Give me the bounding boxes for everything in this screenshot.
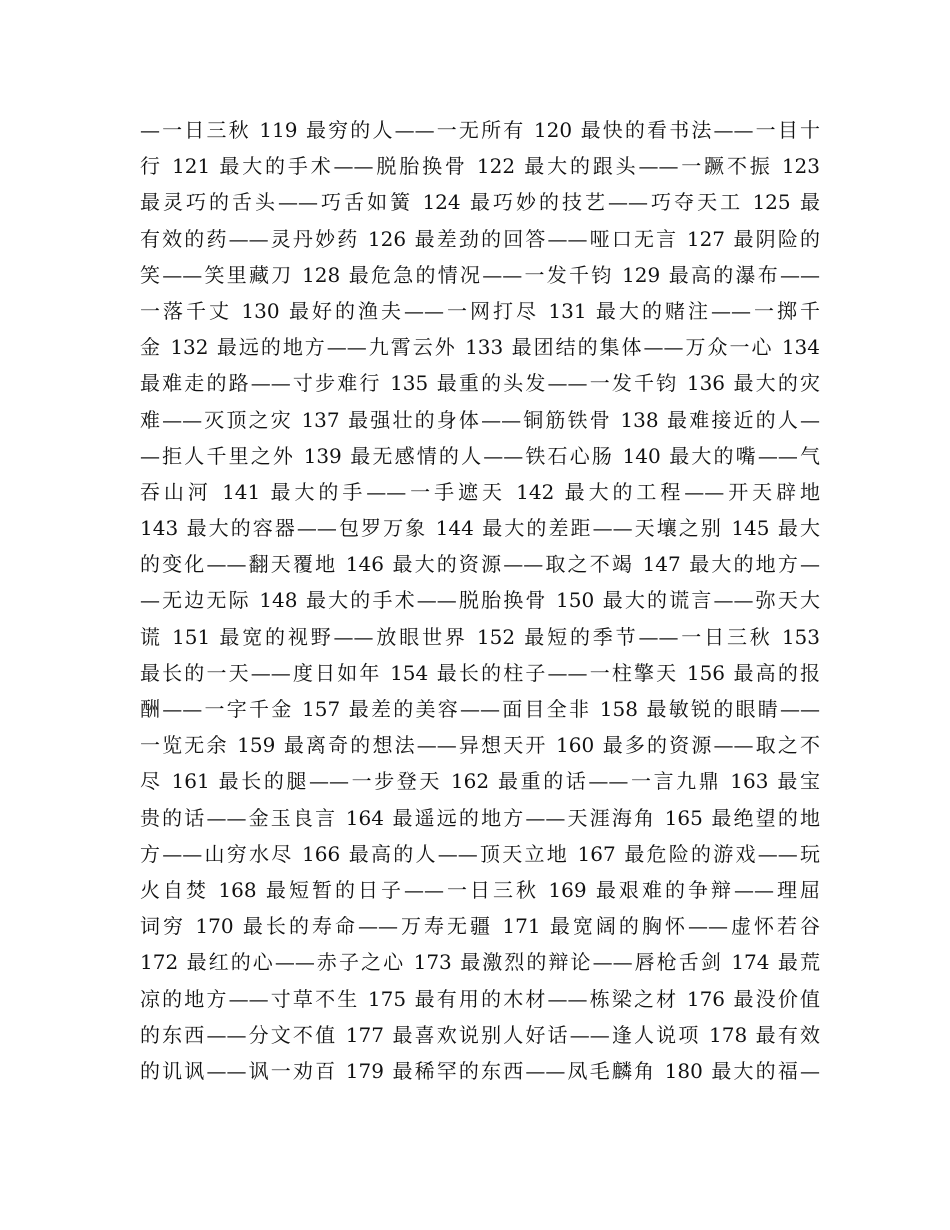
text-line: 笑——笑里藏刀 128 最危急的情况——一发千钧 129 最高的瀑布——: [140, 262, 820, 287]
text-line: —一日三秋 119 最穷的人——一无所有 120 最快的看书法——一目十: [140, 118, 820, 142]
text-line: 火自焚 168 最短暂的日子——一日三秋 169 最艰难的争辩——理屈: [140, 877, 820, 902]
text-line: 143 最大的容器——包罗万象 144 最大的差距——天壤之别 145 最大: [140, 516, 820, 541]
text-line: 尽 161 最长的腿——一步登天 162 最重的话——一言九鼎 163 最宝: [140, 769, 820, 794]
text-line: 行 121 最大的手术——脱胎换骨 122 最大的跟头——一蹶不振 123: [140, 154, 820, 179]
text-line: 方——山穷水尽 166 最高的人——顶天立地 167 最危险的游戏——玩: [140, 841, 820, 866]
text-line: 最灵巧的舌头——巧舌如簧 124 最巧妙的技艺——巧夺天工 125 最: [140, 190, 820, 215]
text-line: 难——灭顶之灾 137 最强壮的身体——铜筋铁骨 138 最难接近的人—: [140, 407, 820, 432]
text-line: 谎 151 最宽的视野——放眼世界 152 最短的季节——一日三秋 153: [140, 624, 820, 649]
text-line: 一落千丈 130 最好的渔夫——一网打尽 131 最大的赌注——一掷千: [140, 298, 820, 323]
text-line: 的东西——分文不值 177 最喜欢说别人好话——逢人说项 178 最有效: [140, 1022, 820, 1047]
text-line: 172 最红的心——赤子之心 173 最激烈的辩论——唇枪舌剑 174 最荒: [140, 950, 820, 975]
text-line: 贵的话——金玉良言 164 最遥远的地方——天涯海角 165 最绝望的地: [140, 805, 820, 830]
text-line: 一览无余 159 最离奇的想法——异想天开 160 最多的资源——取之不: [140, 733, 820, 758]
text-line: 最长的一天——度日如年 154 最长的柱子——一柱擎天 156 最高的报: [140, 660, 820, 685]
text-line: 有效的药——灵丹妙药 126 最差劲的回答——哑口无言 127 最阴险的: [140, 226, 820, 251]
text-line: 金 132 最远的地方——九霄云外 133 最团结的集体——万众一心 134: [140, 335, 820, 360]
text-line: 凉的地方——寸草不生 175 最有用的木材——栋梁之材 176 最没价值: [140, 986, 820, 1011]
text-line: 酬——一字千金 157 最差的美容——面目全非 158 最敏锐的眼睛——: [140, 697, 820, 721]
body-text: [140, 112, 820, 1089]
text-line: 的讥讽——讽一劝百 179 最稀罕的东西——凤毛麟角 180 最大的福—: [140, 1058, 820, 1083]
text-line: 最难走的路——寸步难行 135 最重的头发——一发千钧 136 最大的灾: [140, 371, 820, 396]
text-line: —拒人千里之外 139 最无感情的人——铁石心肠 140 最大的嘴——气: [140, 443, 820, 468]
text-line: —无边无际 148 最大的手术——脱胎换骨 150 最大的谎言——弥天大: [140, 588, 820, 613]
text-line: 吞山河 141 最大的手——一手遮天 142 最大的工程——开天辟地: [140, 479, 820, 504]
text-line: 的变化——翻天覆地 146 最大的资源——取之不竭 147 最大的地方—: [140, 552, 820, 577]
text-line: 词穷 170 最长的寿命——万寿无疆 171 最宽阔的胸怀——虚怀若谷: [140, 914, 820, 939]
